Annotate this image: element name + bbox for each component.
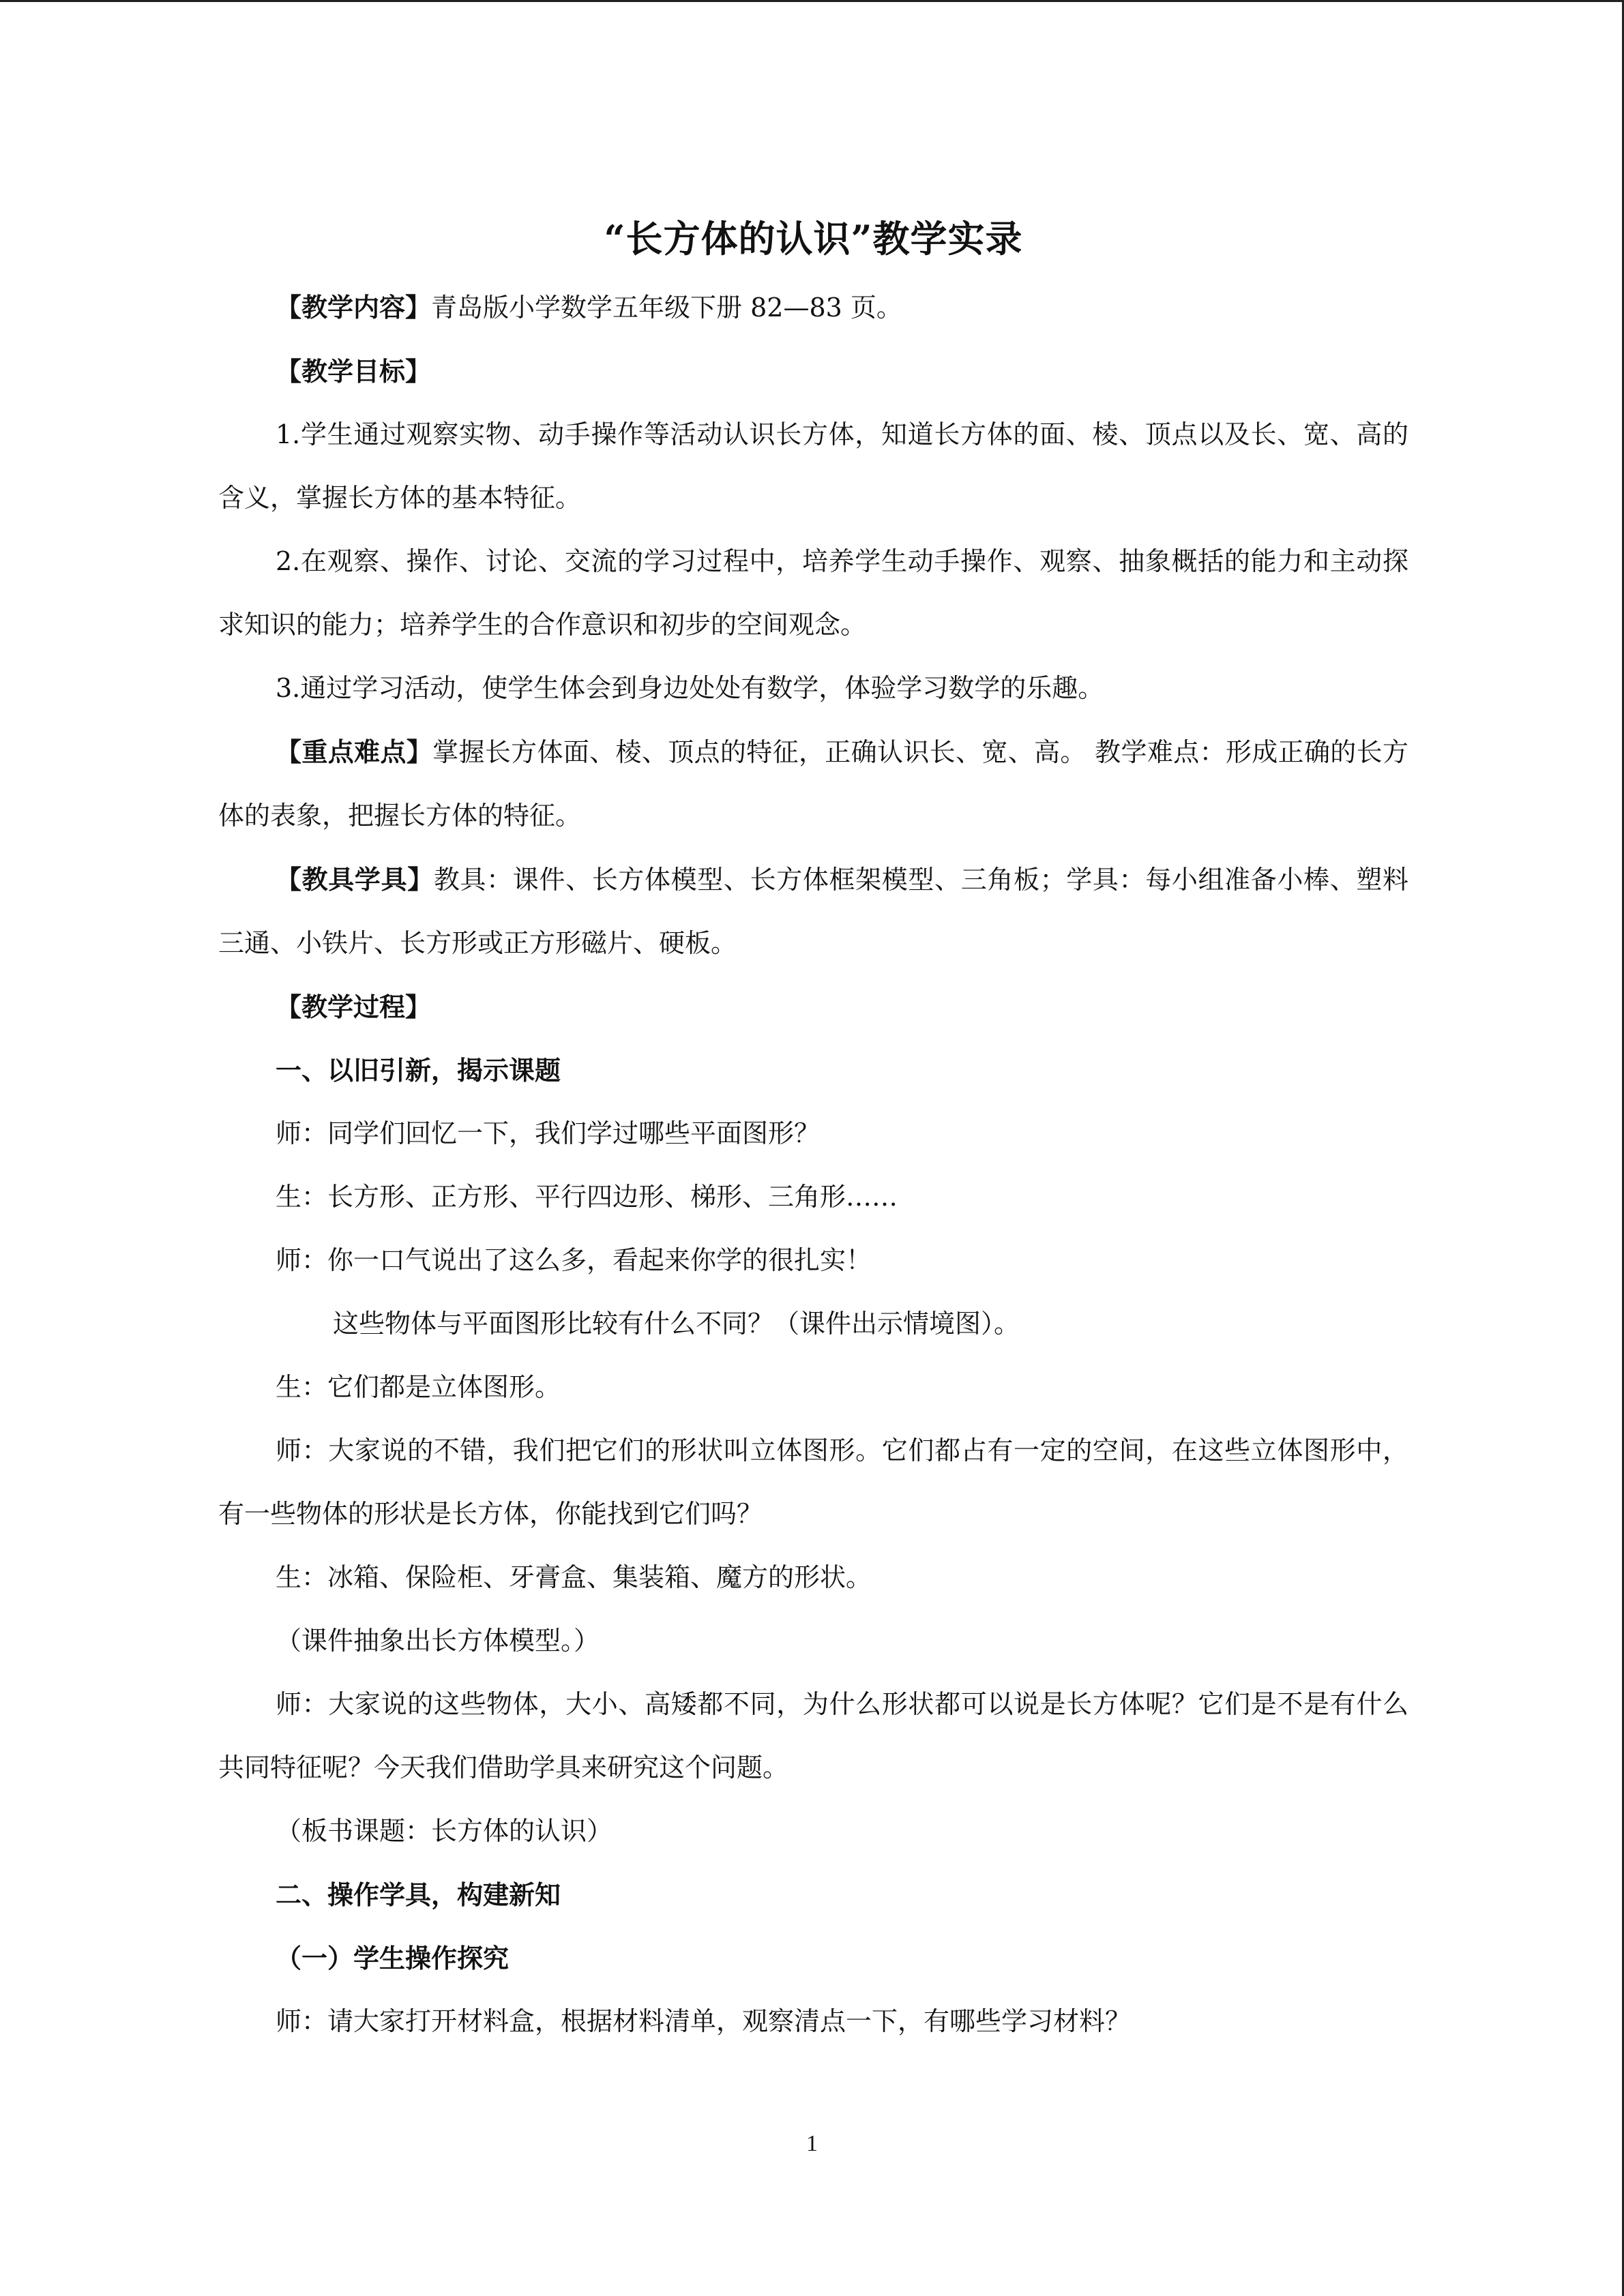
teaching-tools-label: 【教具学具】 [276,864,434,895]
page-top-border [0,0,1624,2]
dialogue-continuation: 这些物体与平面图形比较有什么不同？（课件出示情境图）。 [333,1309,1020,1339]
process-heading: 【教学过程】 [276,992,432,1022]
key-points-text: 掌握长方体面、棱、顶点的特征，正确认识长、宽、高。 教学难点：形成正确的长方体的表象，把握长方体的特征。 [218,737,1408,831]
teaching-content [218,275,1408,340]
dialogue-line: 师：大家说的这些物体，大小、高矮都不同，为什么形状都可以说是长方体呢？它们是不是有什么共同特征呢？今天我们借助学具来研究这个问题。 [218,1689,1408,1783]
teaching-content-text: 青岛版小学数学五年级下册 82—83 页。 [431,293,902,323]
dialogue-line: 生：它们都是立体图形。 [276,1372,561,1402]
document-title: “长方体的认识”教学实录 [604,217,1023,260]
dialogue-line: 师：请大家打开材料盒，根据材料清单，观察清点一下，有哪些学习材料？ [276,2006,1132,2036]
dialogue-line: 师：同学们回忆一下，我们学过哪些平面图形？ [276,1118,821,1148]
key-points [218,720,1408,848]
dialogue-line: 生：冰箱、保险柜、牙膏盒、集装箱、魔方的形状。 [276,1562,872,1592]
key-points-label: 【重点难点】 [276,736,433,767]
objective-item: 1.学生通过观察实物、动手操作等活动认识长方体，知道长方体的面、棱、顶点以及长、宽、高的含义，掌握长方体的基本特征。 [218,419,1408,513]
objective-item: 3.通过学习活动，使学生体会到身边处处有数学，体验学习数学的乐趣。 [276,673,1104,703]
teaching-tools-text: 教具：课件、长方体模型、长方体框架模型、三角板；学具：每小组准备小棒、塑料三通、小铁片、长方形或正方形磁片、硬板。 [218,865,1408,958]
section-heading: 一、以旧引新，揭示课题 [276,1055,561,1086]
objective-item: 2.在观察、操作、讨论、交流的学习过程中，培养学生动手操作、观察、抽象概括的能力和主动探求知识的能力；培养学生的合作意识和初步的空间观念。 [218,546,1408,640]
subsection-heading: （一）学生操作探究 [276,1943,510,1973]
teaching-tools [218,848,1408,975]
stage-direction: （课件抽象出长方体模型。） [276,1626,600,1656]
section-heading: 二、操作学具，构建新知 [276,1879,561,1910]
dialogue-line: 师：大家说的不错，我们把它们的形状叫立体图形。它们都占有一定的空间，在这些立体图形中，有一些物体的形状是长方体，你能找到它们吗？ [218,1435,1408,1529]
teaching-content-label: 【教学内容】 [276,292,432,323]
dialogue-line: 师：你一口气说出了这么多，看起来你学的很扎实！ [276,1245,872,1275]
document-body [218,205,1408,2053]
page-number: 1 [806,2131,818,2156]
objectives-heading: 【教学目标】 [276,356,432,387]
stage-direction: （板书课题：长方体的认识） [276,1816,613,1846]
dialogue-line: 生：长方形、正方形、平行四边形、梯形、三角形…… [276,1182,898,1212]
